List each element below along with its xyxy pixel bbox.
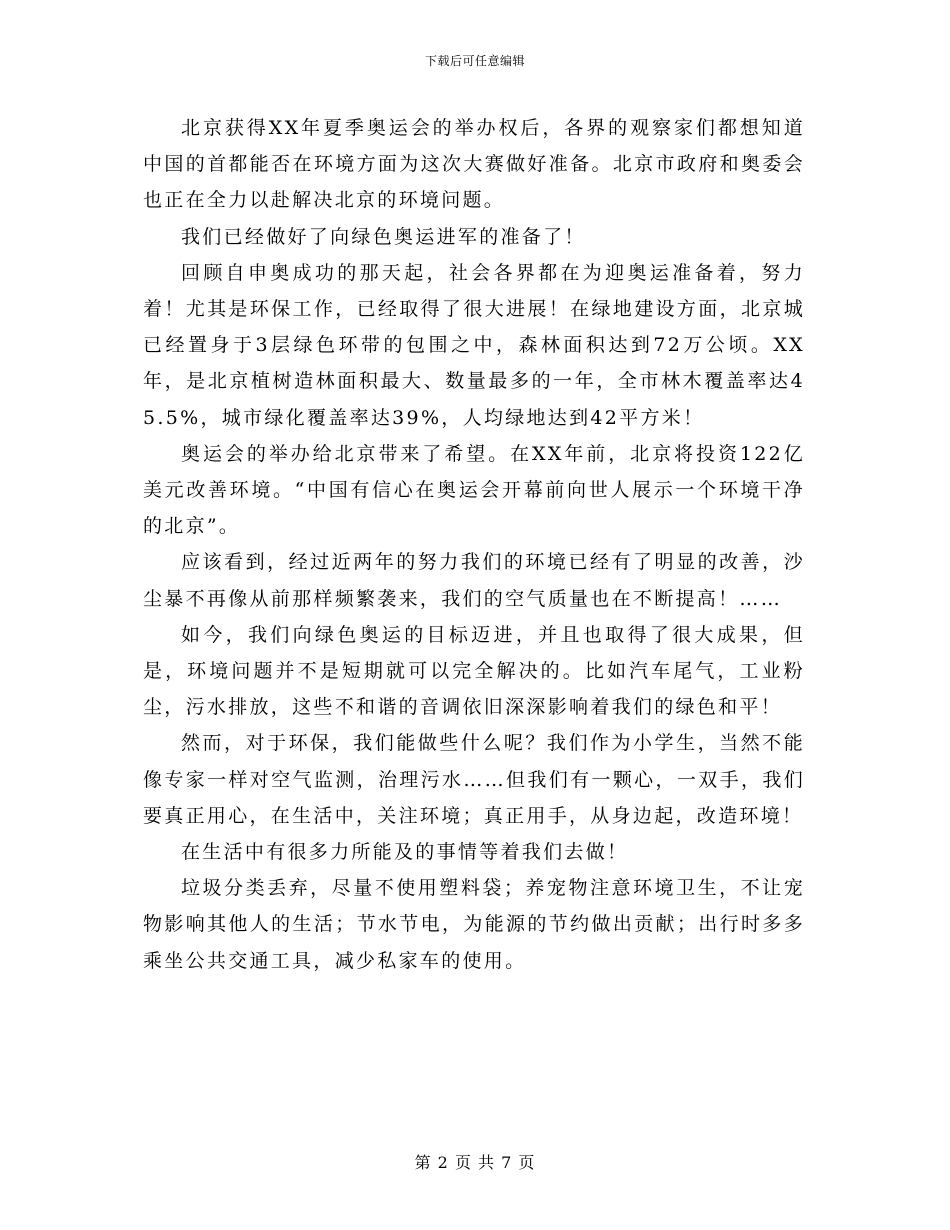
document-body xyxy=(143,110,805,979)
paragraph-green-ready: 我们已经做好了向绿色奥运进军的准备了！ xyxy=(181,225,586,248)
paragraph-investment: 奥运会的举办给北京带来了希望。在XX年前，北京将投资122亿美元改善环境。“中国有信心在奥运会开幕前向世人展示一个环境干净的北京”。 xyxy=(143,442,805,538)
paragraph-bid-intro: 北京获得XX年夏季奥运会的举办权后，各界的观察家们都想知道中国的首都能否在环境方面为这次大赛做好准备。北京市政府和奥委会也正在全力以赴解决北京的环境问题。 xyxy=(143,117,805,212)
paragraph-things-to-do: 在生活中有很多力所能及的事情等着我们去做！ xyxy=(181,841,629,864)
paragraph-improvement: 应该看到，经过近两年的努力我们的环境已经有了明显的改善，沙尘暴不再像从前那样频繁袭来，我们的空气质量也在不断提高！…… xyxy=(143,551,805,610)
page-header-note: 下载后可任意编辑 xyxy=(424,54,525,68)
page-number: 第 2 页 共 7 页 xyxy=(414,1153,536,1172)
paragraph-what-we-can-do: 然而，对于环保，我们能做些什么呢？我们作为小学生，当然不能像专家一样对空气监测，治理污水……但我们有一颗心，一双手，我们要真正用心，在生活中，关注环境；真正用手，从身边起，改造环境！ xyxy=(143,732,805,827)
paragraph-progress: 回顾自申奥成功的那天起，社会各界都在为迎奥运准备着，努力着！尤其是环保工作，已经取得了很大进展！在绿地建设方面，北京城已经置身于3层绿色环带的包围之中，森林面积达到72万公顷。XX年，是北京植树造林面积最大、数量最多的一年，全市林木覆盖率达45.5%，城市绿化覆盖率达39%，人均绿地达到42平方米！ xyxy=(143,261,805,429)
paragraph-problems: 如今，我们向绿色奥运的目标迈进，并且也取得了很大成果，但是，环境问题并不是短期就可以完全解决的。比如汽车尾气，工业粉尘，污水排放，这些不和谐的音调依旧深深影响着我们的绿色和平！ xyxy=(143,623,805,719)
paragraph-actions: 垃圾分类丢弃，尽量不使用塑料袋；养宠物注意环境卫生，不让宠物影响其他人的生活；节水节电，为能源的节约做出贡献；出行时多多乘坐公共交通工具，减少私家车的使用。 xyxy=(143,877,805,972)
